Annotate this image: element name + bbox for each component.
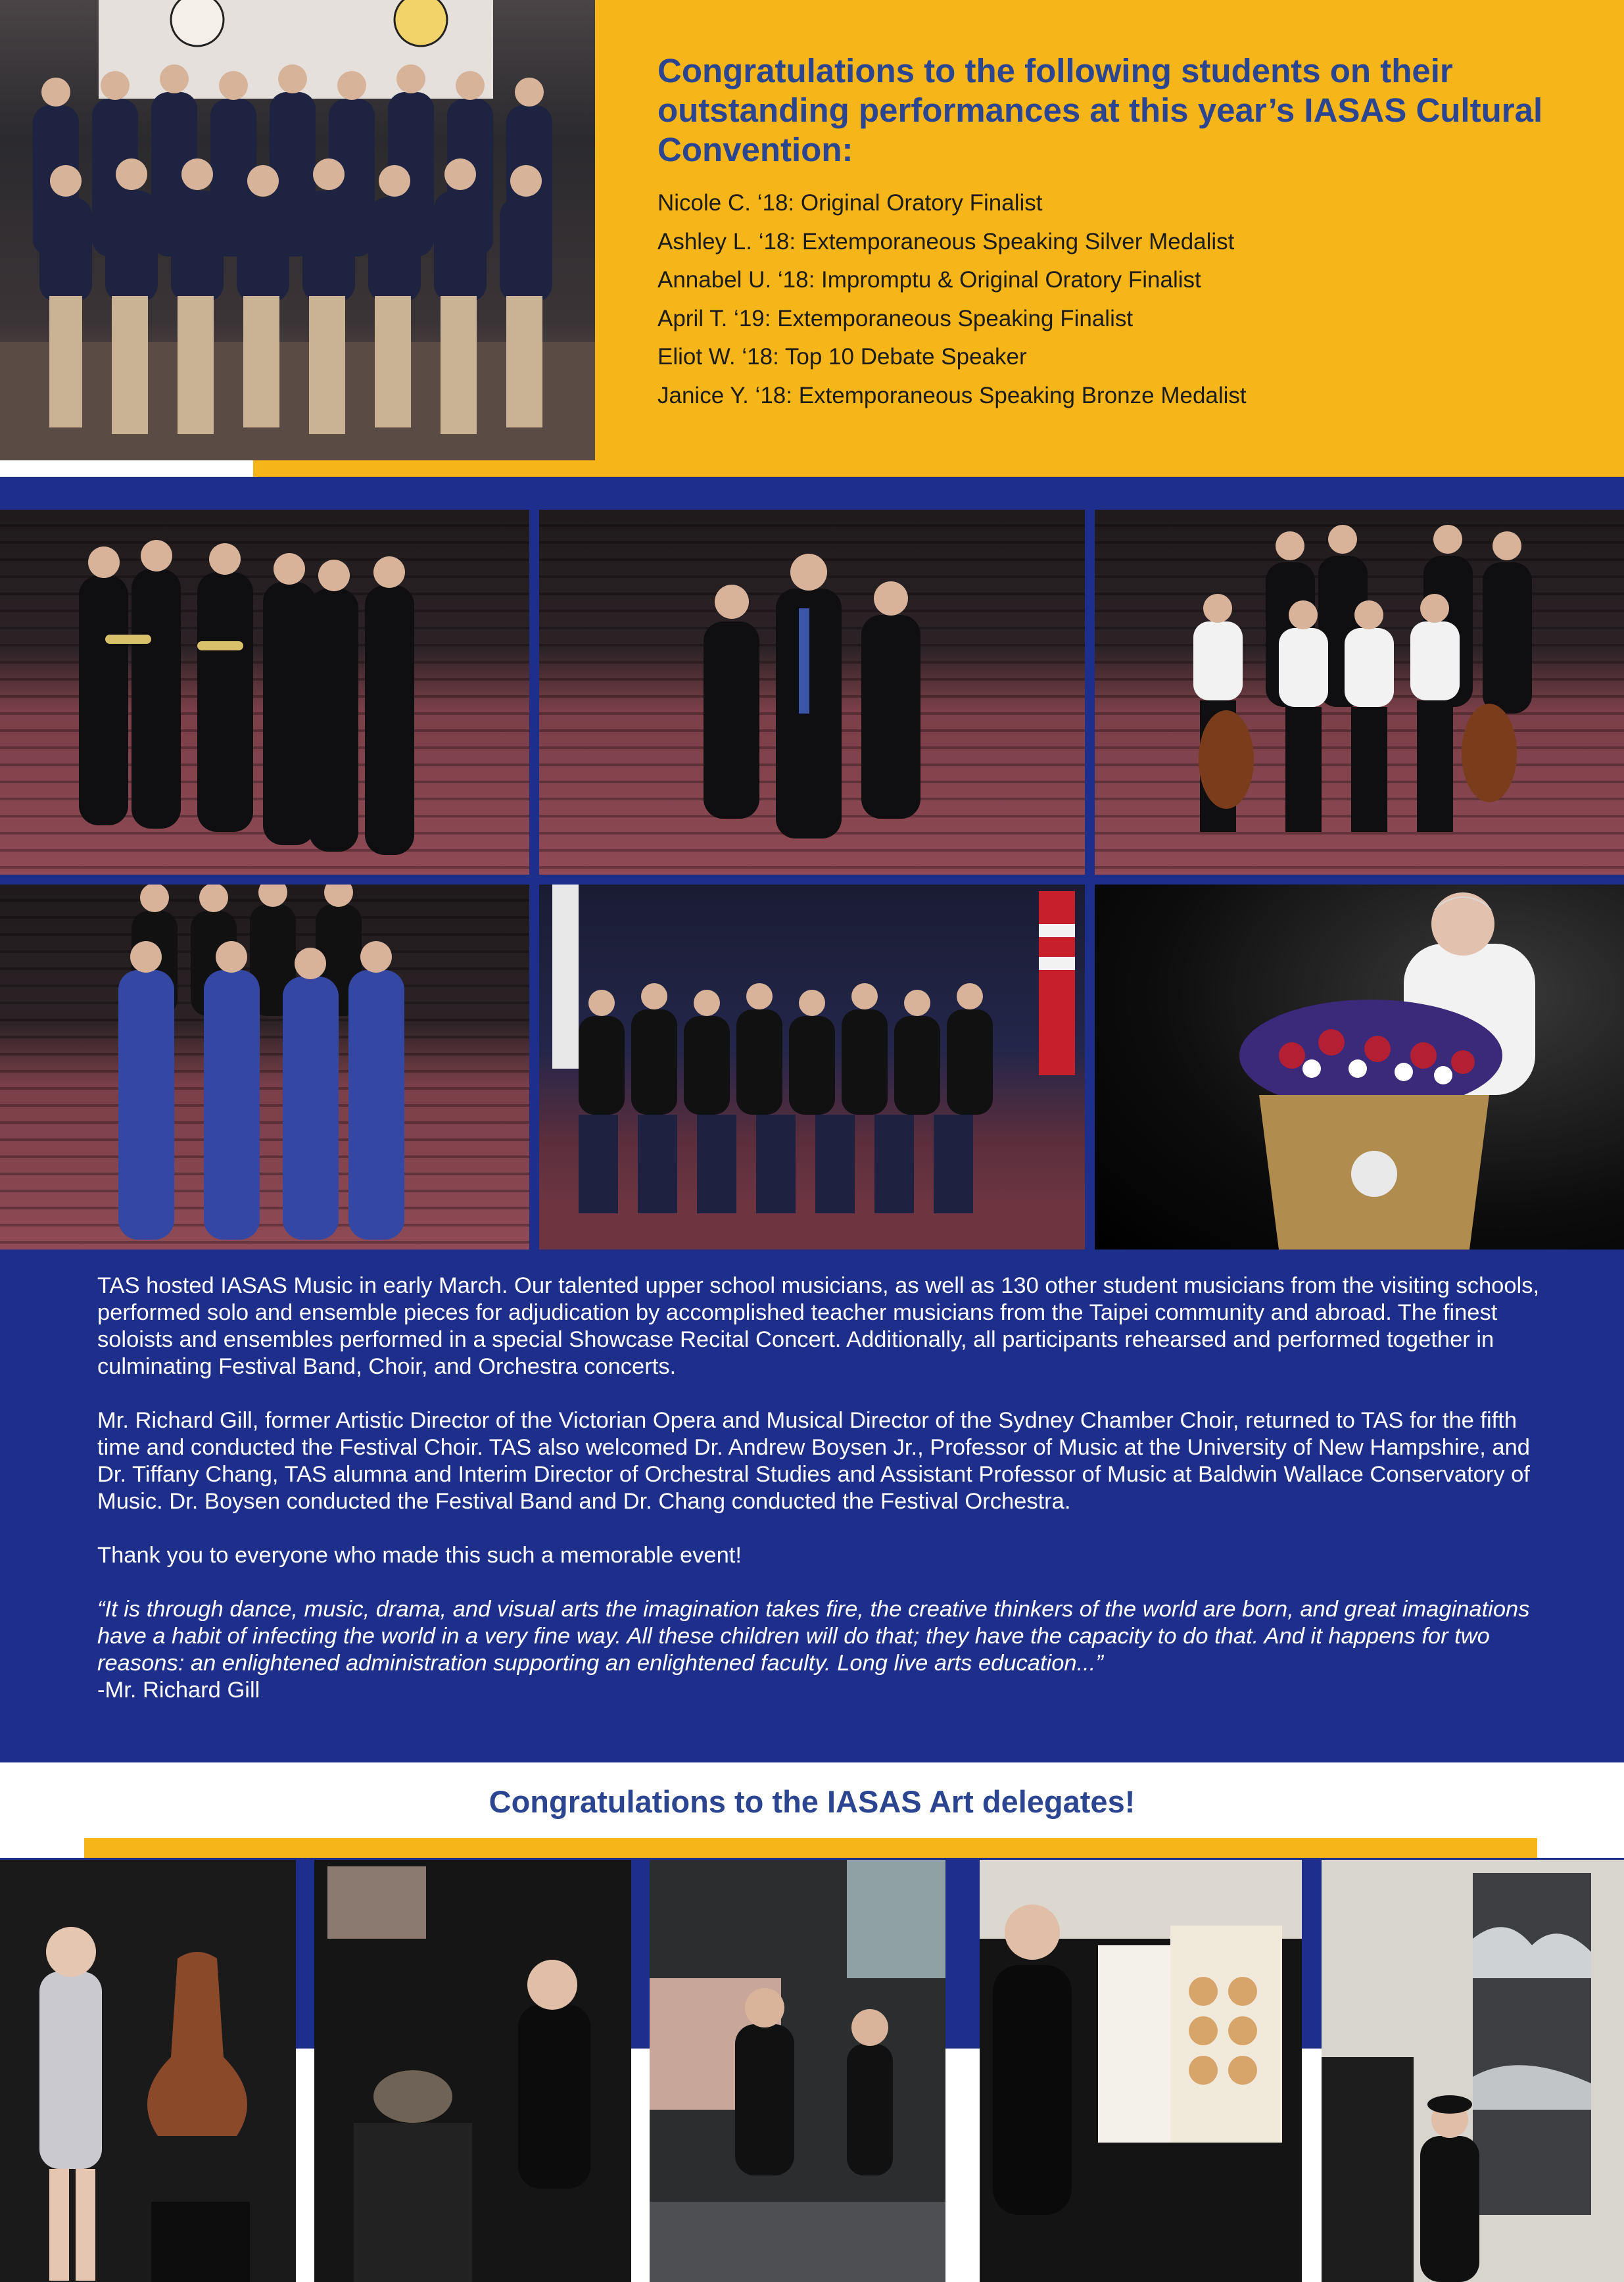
art-delegate-photo-3 [650,1860,945,2282]
string-ensemble-photo [1095,510,1624,875]
music-paragraph: Mr. Richard Gill, former Artistic Director of the Victorian Opera and Musical Director of the Sydney Chamber Choir, returned to TAS for the fifth time and conducted the Festival Choir. TAS also welcomed Dr. Andrew Boysen Jr., Professor of Music at the University of New Hampshire, and Dr. Tiffany Chang, TAS alumna and Interim Director of Orchestral Studies and Assistant Professor of Music at Baldwin Wallace Conservatory of Music. Dr. Boysen conducted the Festival Band and Dr. Chang conducted the Festival Orchestra. [97,1408,1530,1514]
music-article [97,1273,1550,1704]
delegation-group-photo [539,885,1085,1250]
header-white-strip [0,460,253,477]
winner-item: Annabel U. ‘18: Impromptu & Original Oratory Finalist [657,267,1201,293]
speech-debate-team-photo [0,0,595,460]
qipao-choir-photo [0,885,529,1250]
delegation-group-illustration [539,885,1085,1250]
gill-quote: “It is through dance, music, drama, and visual arts the imagination takes fire, the creative thinkers of the world are born, and great imaginations have a habit of infecting the world in a very fine way. All these children will do that; they have the capacity to do that. And it happens for two reasons: an enlightened administration supporting an enlightened faculty. Long live arts education...” [97,1597,1530,1676]
speech-headline: Congratulations to the following students on their outstanding performances at this year’s IASAS Cultural Convention: [657,52,1543,168]
trio-photo [539,510,1085,875]
winner-item: Janice Y. ‘18: Extemporaneous Speaking Bronze Medalist [657,382,1247,408]
wind-ensemble-photo [0,510,529,875]
art-heading: Congratulations to the IASAS Art delegates! [489,1784,1135,1819]
winner-item: Eliot W. ‘18: Top 10 Debate Speaker [657,344,1027,370]
art-delegate-5-illustration [1322,1860,1624,2282]
art-delegate-2-illustration [314,1860,631,2282]
wind-ensemble-illustration [0,510,529,875]
conductor-podium-photo [1095,885,1624,1250]
art-delegate-photo-2 [314,1860,631,2282]
conductor-podium-illustration [1095,885,1624,1250]
trio-illustration [539,510,1085,875]
winner-item: Nicole C. ‘18: Original Oratory Finalist [657,190,1043,216]
team-photo-illustration [0,0,595,460]
winner-item: April T. ‘19: Extemporaneous Speaking Finalist [657,305,1134,331]
qipao-choir-illustration [0,885,529,1250]
art-delegate-4-illustration [980,1860,1302,2282]
art-delegate-1-illustration [0,1860,296,2282]
quote-attribution: -Mr. Richard Gill [97,1678,260,1703]
art-delegate-3-illustration [650,1860,945,2282]
music-paragraph: Thank you to everyone who made this such a memorable event! [97,1543,742,1568]
art-delegate-photo-1 [0,1860,296,2282]
winners-list [657,184,1578,415]
art-delegate-photo-4 [980,1860,1302,2282]
music-paragraph: TAS hosted IASAS Music in early March. Our talented upper school musicians, as well as 130 other student musicians from the visiting schools, performed solo and ensemble pieces for adjudication by accomplished teacher musicians from the Taipei community and abroad. The finest soloists and ensembles performed in a special Showcase Recital Concert. Additionally, all participants rehearsed and performed together in culminating Festival Band, Choir, and Orchestra concerts. [97,1273,1540,1379]
art-gold-band [84,1838,1537,1858]
winner-item: Ashley L. ‘18: Extemporaneous Speaking Silver Medalist [657,228,1235,255]
art-delegate-photo-5 [1322,1860,1624,2282]
string-ensemble-illustration [1095,510,1624,875]
